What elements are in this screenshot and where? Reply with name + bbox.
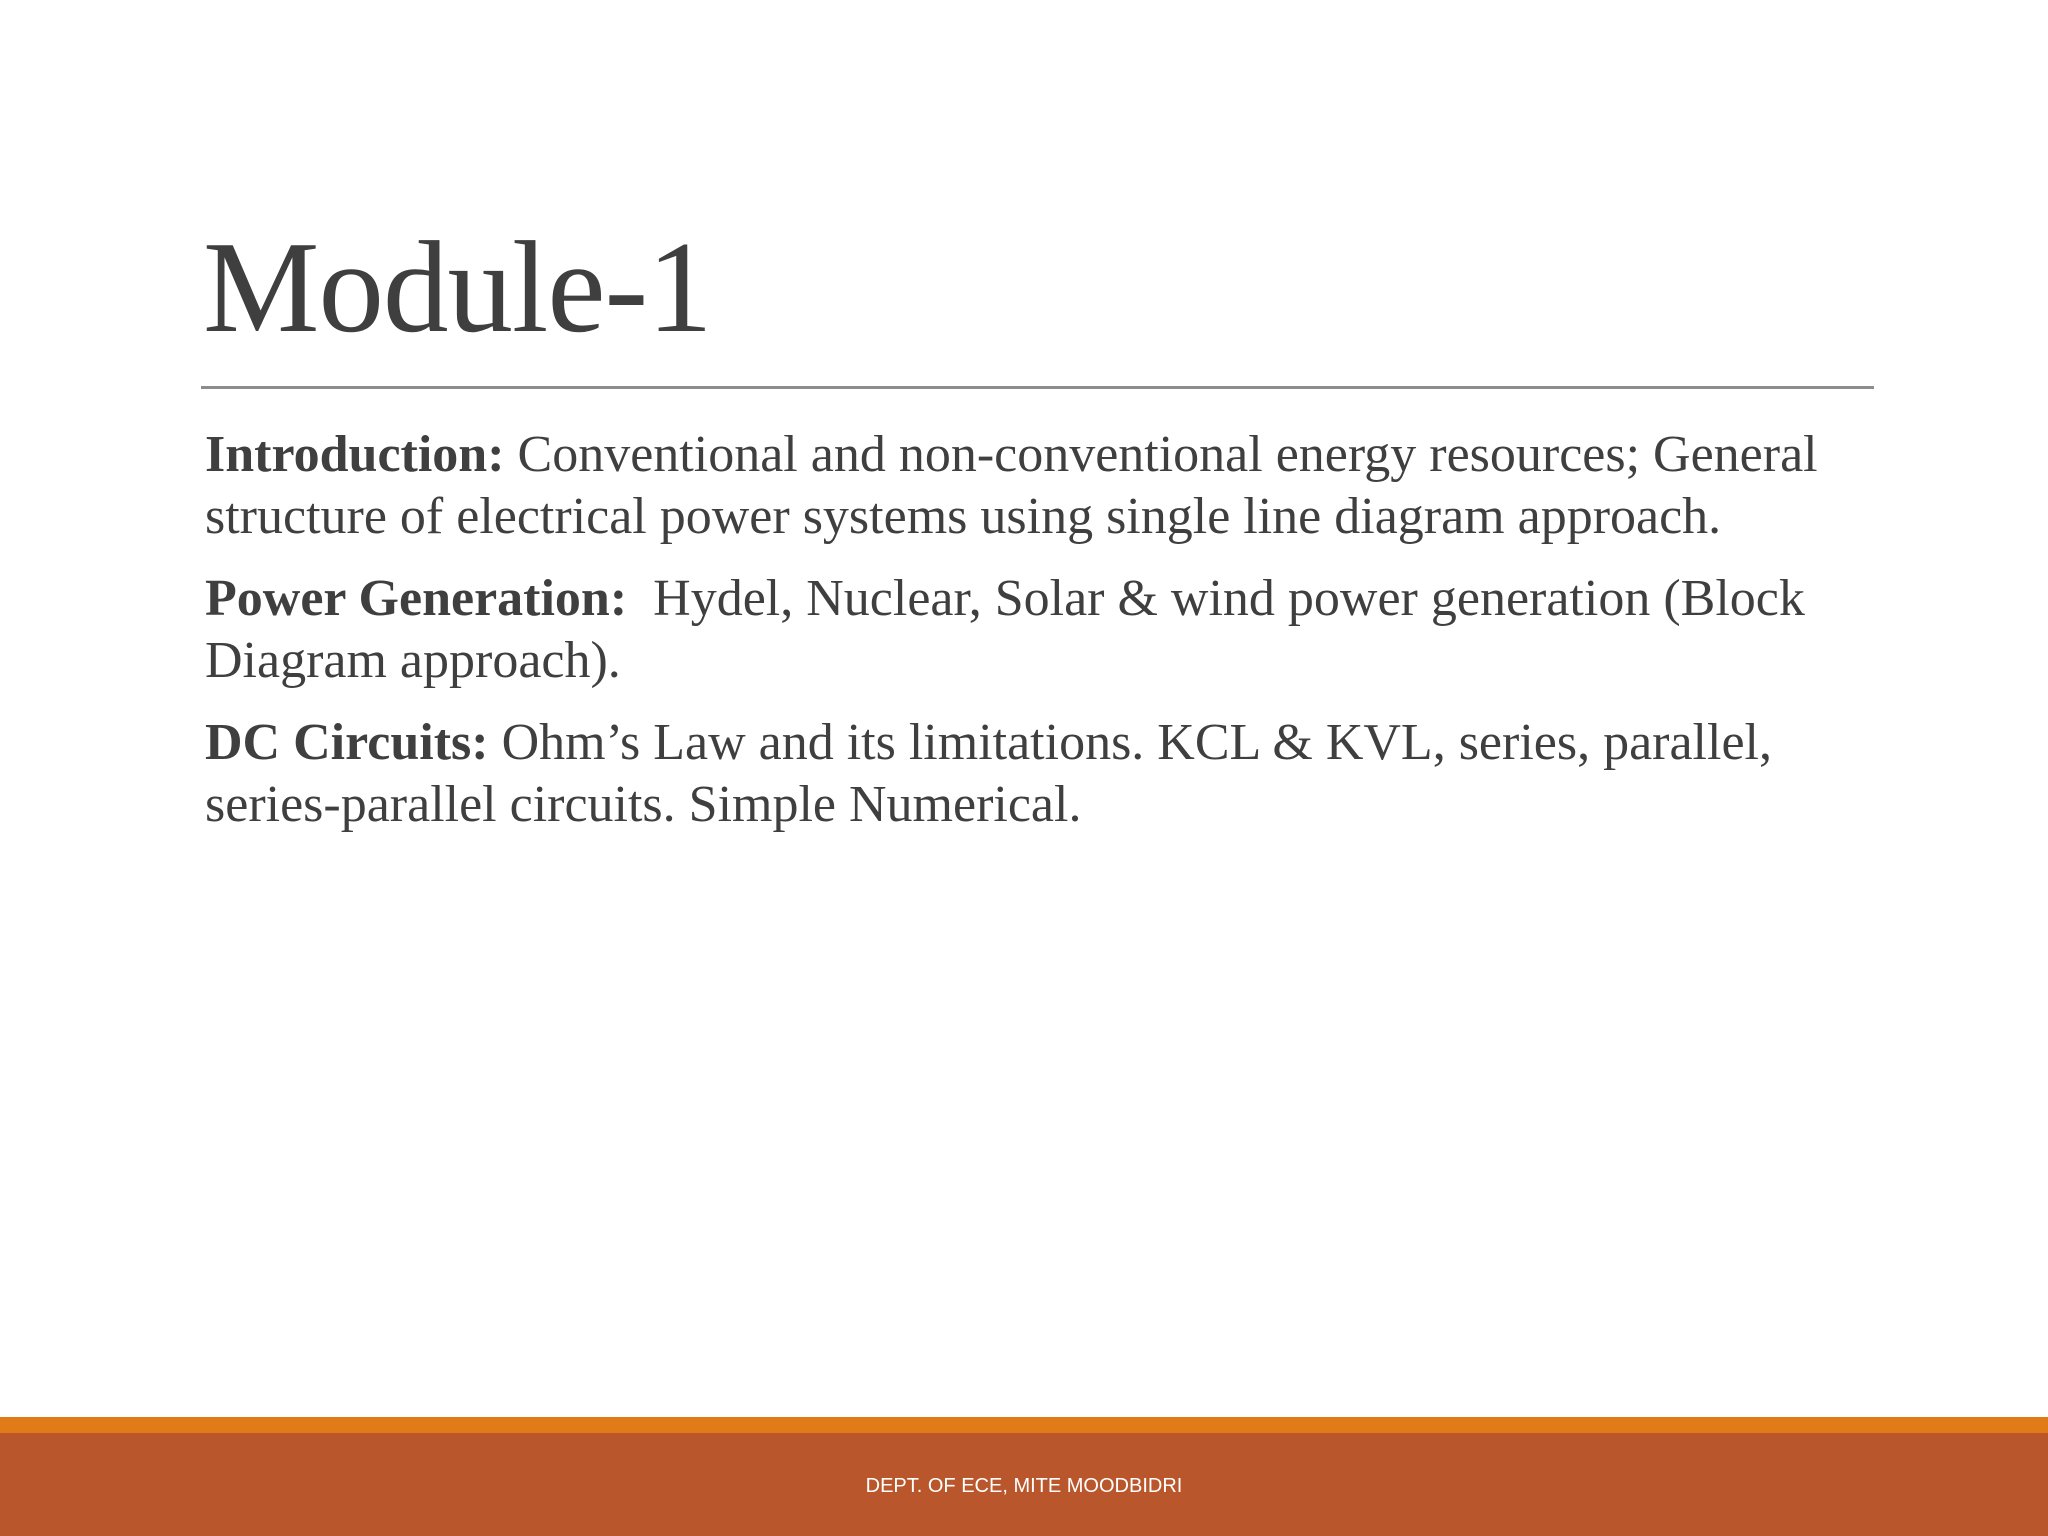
- paragraph-text-dc-circuits: Ohm’s Law and its limitations. KCL & KVL, series, parallel, series-parallel circuits. Simple Numerical.: [205, 714, 1785, 833]
- paragraph-text-introduction: Conventional and non-conventional energy resources; General structure of electrical power systems using single line diagram approach.: [205, 426, 1831, 545]
- footer-text: DEPT. OF ECE, MITE MOODBIDRI: [865, 1475, 1183, 1497]
- slide-title: Module-1: [203, 215, 712, 360]
- paragraph-introduction: [205, 424, 1845, 548]
- footer-accent-stripe: [0, 1417, 2048, 1433]
- paragraph-heading-power-generation: Power Generation:: [205, 570, 628, 627]
- paragraph-heading-introduction: Introduction:: [205, 426, 505, 483]
- slide-body: [205, 424, 1845, 856]
- paragraph-power-generation: [205, 568, 1845, 692]
- paragraph-dc-circuits: [205, 712, 1845, 836]
- paragraph-text-power-generation: Hydel, Nuclear, Solar & wind power generation (Block Diagram approach).: [205, 570, 1818, 689]
- paragraph-heading-dc-circuits: DC Circuits:: [205, 714, 489, 771]
- title-divider: [201, 386, 1874, 389]
